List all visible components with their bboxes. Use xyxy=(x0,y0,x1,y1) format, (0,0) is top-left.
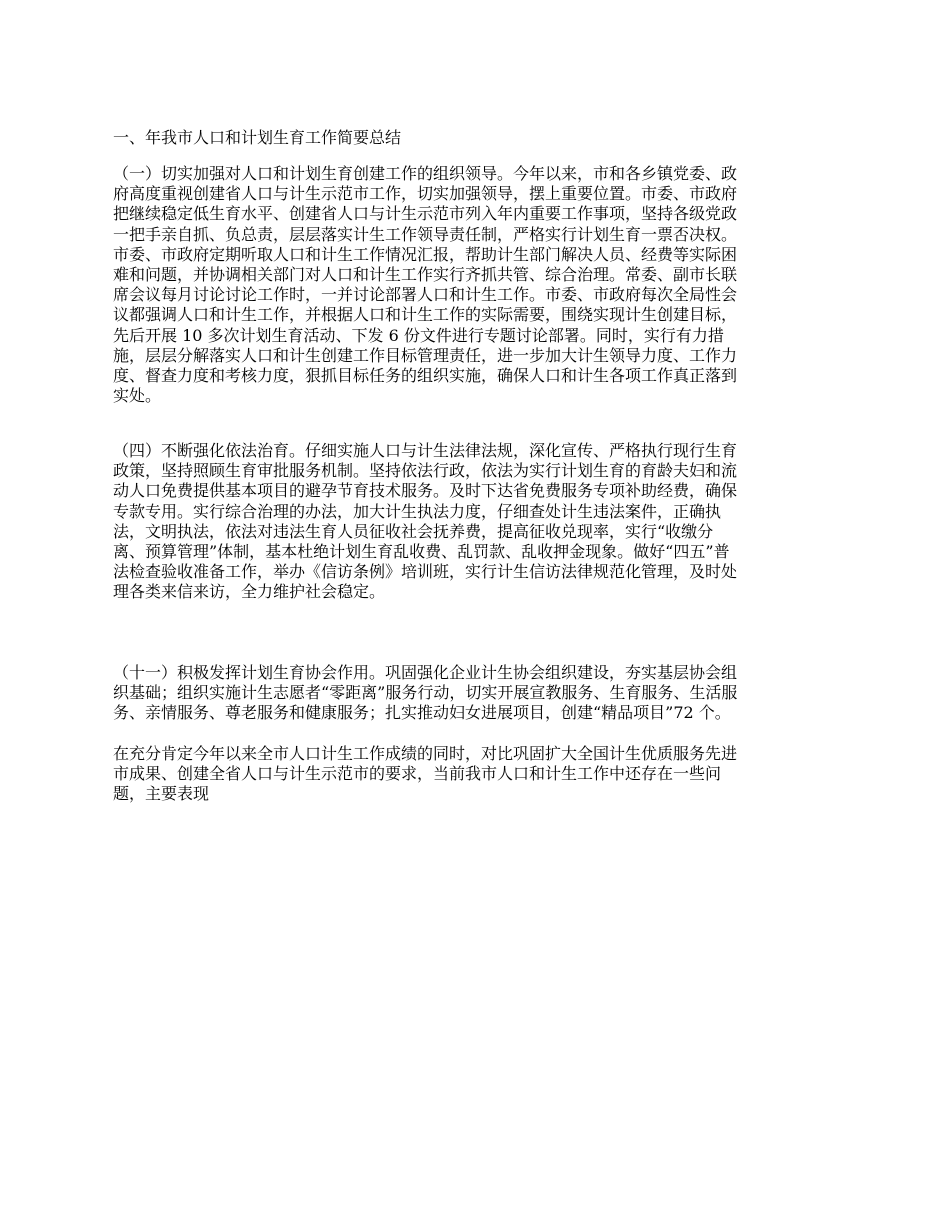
paragraph-line: 先后开展 10 多次计划生育活动、下发 6 份文件进行专题讨论部署。同时，实行有力措 xyxy=(113,325,724,345)
paragraph-line: 议都强调人口和计生工作，并根据人口和计生工作的实际需要，围绕实现计生创建目标， xyxy=(113,305,738,325)
paragraph-line: 一把手亲自抓、负总责，层层落实计生工作领导责任制，严格实行计划生育一票否决权。 xyxy=(113,224,738,244)
paragraph-line: 务、亲情服务、尊老服务和健康服务；扎实推动妇女进展项目，创建“精品项目”72 个。 xyxy=(113,703,731,723)
paragraph-line: 市委、市政府定期听取人口和计生工作情况汇报，帮助计生部门解决人员、经费等实际困 xyxy=(113,244,738,264)
paragraph-organization-leadership xyxy=(113,164,848,406)
paragraph-line: 题，主要表现 xyxy=(113,784,210,804)
paragraph-line: 动人口免费提供基本项目的避孕节育技术服务。及时下达省免费服务专项补助经费，确保 xyxy=(113,481,738,501)
paragraph-line: （一）切实加强对人口和计划生育创建工作的组织领导。今年以来，市和各乡镇党委、政 xyxy=(113,164,738,183)
paragraph-family-planning-association xyxy=(113,663,848,724)
paragraph-line: 府高度重视创建省人口与计生示范市工作，切实加强领导，摆上重要位置。市委、市政府 xyxy=(113,184,738,204)
paragraph-line: 在充分肯定今年以来全市人口计生工作成绩的同时，对比巩固扩大全国计生优质服务先进 xyxy=(113,744,738,763)
paragraph-line: （十一）积极发挥计划生育协会作用。巩固强化企业计生协会组织建设，夯实基层协会组 xyxy=(113,663,738,682)
paragraph-line: 政策，坚持照顾生育审批服务机制。坚持依法行政，依法为实行计划生育的育龄夫妇和流 xyxy=(113,461,738,481)
paragraph-line: 席会议每月讨论讨论工作时，一并讨论部署人口和计生工作。市委、市政府每次全局性会 xyxy=(113,285,738,305)
paragraph-line: 施，层层分解落实人口和计生创建工作目标管理责任，进一步加大计生领导力度、工作力 xyxy=(113,345,738,365)
paragraph-line: 专款专用。实行综合治理的办法，加大计生执法力度，仔细查处计生违法案件，正确执 xyxy=(113,501,722,521)
paragraph-line: 度、督查力度和考核力度，狠抓目标任务的组织实施，确保人口和计生各项工作真正落到 xyxy=(113,366,738,386)
paragraph-line: 法检查验收准备工作，举办《信访条例》培训班，实行计生信访法律规范化管理，及时处 xyxy=(113,562,738,582)
paragraph-existing-problems xyxy=(113,744,848,805)
paragraph-line: 难和问题，并协调相关部门对人口和计生工作实行齐抓共管、综合治理。常委、副市长联 xyxy=(113,265,738,285)
paragraph-line: 实处。 xyxy=(113,386,162,406)
section-heading: 一、年我市人口和计划生育工作简要总结 xyxy=(113,128,402,147)
paragraph-line: 理各类来信来访，全力维护社会稳定。 xyxy=(113,582,386,602)
paragraph-line: 织基础；组织实施计生志愿者“零距离”服务行动，切实开展宣教服务、生育服务、生活服 xyxy=(113,683,738,703)
paragraph-line: 把继续稳定低生育水平、创建省人口与计生示范市列入年内重要工作事项，坚持各级党政 xyxy=(113,204,738,224)
paragraph-line: 市成果、创建全省人口与计生示范市的要求，当前我市人口和计生工作中还存在一些问 xyxy=(113,764,722,784)
paragraph-line: 离、预算管理”体制，基本杜绝计划生育乱收费、乱罚款、乱收押金现象。做好“四五”普 xyxy=(113,542,730,562)
paragraph-line: 法，文明执法，依法对违法生育人员征收社会抚养费，提高征收兑现率，实行“收缴分 xyxy=(113,521,714,541)
paragraph-line: （四）不断强化依法治育。仔细实施人口与计生法律法规，深化宣传、严格执行现行生育 xyxy=(113,441,738,460)
paragraph-rule-of-law xyxy=(113,441,848,603)
